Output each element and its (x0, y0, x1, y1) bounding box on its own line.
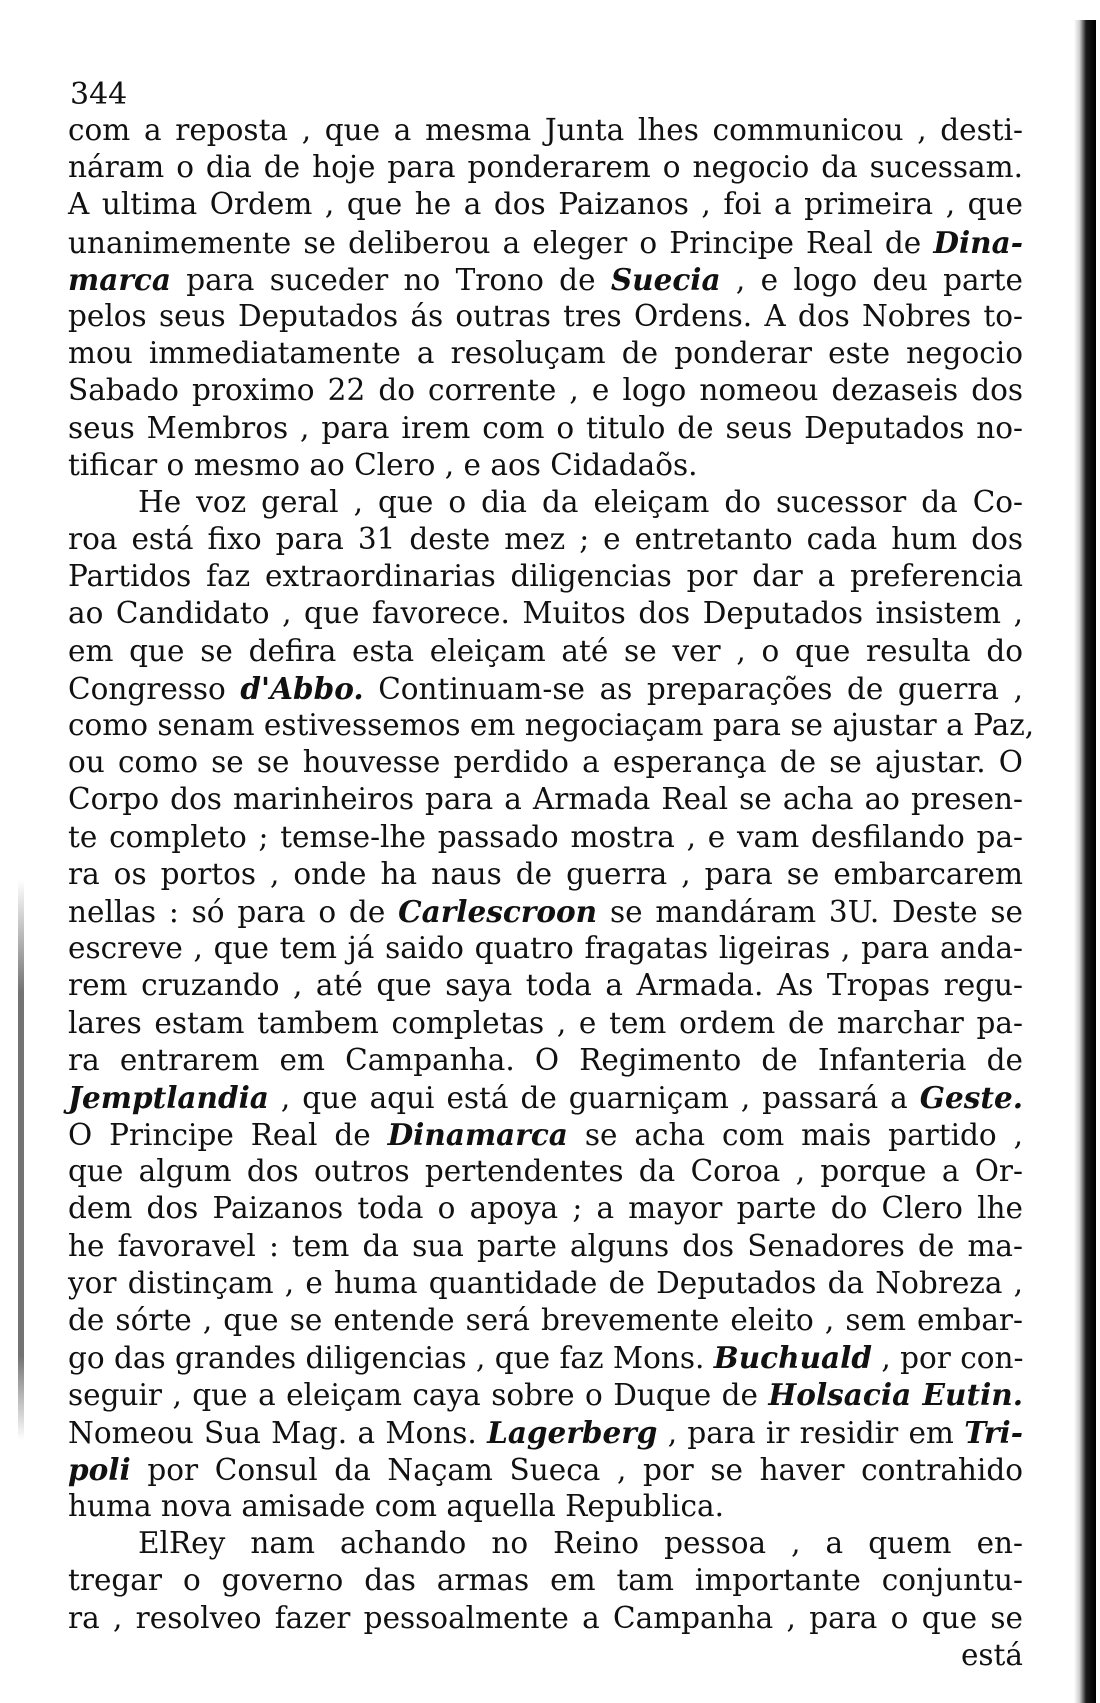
text-segment: go das grandes diligencias , que faz Mons. (68, 1341, 714, 1376)
text-segment: tificar o mesmo ao Clero , e aos Cidadaõs. (68, 447, 698, 482)
text-line (68, 1228, 1023, 1265)
text-segment: , por con- (872, 1341, 1024, 1376)
italic-name: Carlescroon (398, 893, 598, 929)
italic-name: poli (68, 1451, 131, 1487)
text-segment: , que aqui está de guarniçam , passará a (268, 1080, 920, 1115)
italic-name: Dinamarca (387, 1117, 568, 1153)
text-line (68, 930, 1023, 967)
text-line (68, 261, 1023, 298)
italic-name: Lagerberg (487, 1414, 658, 1450)
text-line (68, 1005, 1023, 1042)
text-segment: lares estam tambem completas , e tem ordem de marchar pa- (68, 1005, 1023, 1040)
text-segment: ElRey nam achando no Reino pessoa , a quem en- (138, 1526, 1023, 1561)
text-segment: , para ir residir em (657, 1415, 965, 1450)
text-segment: náram o dia de hoje para ponderarem o negocio da sucessam. (68, 150, 1023, 185)
italic-name: d'Abbo. (240, 670, 364, 706)
text-line (68, 819, 1023, 856)
text-segment: de sórte , que se entende será brevemente eleito , sem embar- (68, 1303, 1023, 1337)
text-segment: nellas : só para o de (68, 894, 399, 929)
text-segment: He voz geral , que o dia da eleiçam do sucessor da Co- (138, 484, 1023, 519)
text-segment: Continuam-se as preparações de guerra , (363, 671, 1023, 706)
text-line (68, 670, 1023, 707)
body-text (68, 112, 1035, 1674)
text-segment: seguir , que a eleiçam caya sobre o Duque de (68, 1378, 769, 1413)
italic-name: Dina- (933, 224, 1023, 260)
text-segment: O Principe Real de (68, 1118, 388, 1153)
italic-name: Buchuald (713, 1340, 872, 1376)
text-line (68, 1302, 1023, 1339)
text-line (68, 707, 1035, 744)
text-segment: está (960, 1637, 1023, 1672)
text-segment: yor distinçam , e huma quantidade de Deputados da Nobreza , (68, 1265, 1023, 1300)
text-segment: com a reposta , que a mesma Junta lhes communicou , desti- (68, 113, 1023, 147)
text-line (68, 1265, 1023, 1302)
text-segment: rem cruzando , até que saya toda a Armada. As Tropas regu- (68, 968, 1023, 1003)
text-segment: tregar o governo das armas em tam importante conjuntu- (68, 1563, 1023, 1598)
text-segment: por Consul da Naçam Sueca , por se haver contrahido (130, 1452, 1023, 1487)
text-line (68, 1116, 1023, 1153)
text-segment: te completo ; temse-lhe passado mostra , e vam desfilando pa- (68, 819, 1023, 854)
italic-name: Suecia (610, 261, 721, 297)
text-segment: Congresso (68, 671, 241, 706)
text-segment: huma nova amisade com aquella Republica. (68, 1488, 724, 1523)
text-line (68, 1600, 1023, 1637)
text-line (68, 1339, 1023, 1376)
page-number: 344 (70, 77, 128, 112)
text-line (68, 744, 1023, 781)
text-segment: para suceder no Trono de (170, 262, 611, 297)
text-line (68, 149, 1023, 186)
italic-name: Geste. (919, 1079, 1023, 1115)
text-line (68, 484, 1023, 521)
text-line (68, 1376, 1023, 1413)
text-line (68, 447, 1023, 484)
text-segment: roa está fixo para 31 deste mez ; e entretanto cada hum dos (68, 522, 1023, 557)
text-segment: seus Membros , para irem com o titulo de seus Deputados no- (68, 410, 1023, 445)
text-line (68, 335, 1023, 372)
scan-shadow-left (18, 880, 24, 1440)
text-segment: ou como se se houvesse perdido a esperança de se ajustar. O (68, 745, 1023, 780)
text-line (68, 893, 1023, 930)
text-line (68, 521, 1023, 558)
text-line (68, 595, 1023, 632)
italic-name: Holsacia Eutin. (768, 1377, 1024, 1413)
text-line (68, 1451, 1023, 1488)
text-line (68, 781, 1023, 818)
text-segment: A ultima Ordem , que he a dos Paizanos , foi a primeira , que (68, 187, 1023, 222)
text-line (68, 1562, 1023, 1599)
text-line (68, 967, 1023, 1004)
text-line (68, 1525, 1023, 1562)
text-segment: he favoravel : tem da sua parte alguns dos Senadores de ma- (68, 1228, 1023, 1263)
text-line (68, 1190, 1023, 1227)
text-segment: em que se defira esta eleiçam até se ver , o que resulta do (68, 633, 1023, 668)
text-segment: se mandáram 3U. Deste se (597, 894, 1024, 929)
text-segment: Corpo dos marinheiros para a Armada Real se acha ao presen- (68, 782, 1023, 817)
text-segment: Partidos faz extraordinarias diligencias por dar a preferencia (68, 559, 1023, 594)
text-segment: ra entrarem em Campanha. O Regimento de Infanteria de (68, 1042, 1023, 1077)
text-segment: ra , resolveo fazer pessoalmente a Campanha , para o que se (68, 1600, 1023, 1635)
text-line (68, 1042, 1023, 1079)
italic-name: marca (68, 261, 171, 297)
book-binding-edge (1074, 20, 1096, 1703)
text-line (68, 298, 1023, 335)
text-line (68, 186, 1023, 223)
italic-name: Jemptlandia (68, 1079, 269, 1115)
text-segment: ra os portos , onde ha naus de guerra , para se embarcarem (68, 856, 1023, 891)
text-segment: pelos seus Deputados ás outras tres Ordens. A dos Nobres to- (68, 298, 1023, 333)
text-line (68, 1637, 1023, 1674)
text-line (68, 224, 1023, 261)
text-segment: como senam estivessemos em negociaçam para se ajustar a Paz, (68, 708, 1035, 742)
text-segment: Nomeou Sua Mag. a Mons. (68, 1415, 488, 1450)
text-segment: mou immediatamente a resoluçam de ponderar este negocio (68, 336, 1023, 371)
text-line (68, 1488, 1023, 1525)
text-segment: , e logo deu parte (720, 262, 1023, 297)
text-line (68, 112, 1023, 149)
text-line (68, 856, 1023, 893)
text-line (68, 1079, 1023, 1116)
text-segment: ao Candidato , que favorece. Muitos dos Deputados insistem , (68, 596, 1023, 631)
text-line (68, 558, 1023, 595)
text-segment: que algum dos outros pertendentes da Coroa , porque a Or- (68, 1154, 1023, 1189)
text-line (68, 1153, 1023, 1190)
text-line (68, 410, 1023, 447)
text-segment: escreve , que tem já saido quatro fragatas ligeiras , para anda- (68, 931, 1023, 966)
text-line (68, 1414, 1023, 1451)
text-segment: unanimemente se deliberou a eleger o Principe Real de (68, 225, 934, 260)
text-segment: Sabado proximo 22 do corrente , e logo nomeou dezaseis dos (68, 373, 1023, 408)
text-line (68, 633, 1023, 670)
italic-name: Tri- (964, 1414, 1023, 1450)
text-segment: se acha com mais partido , (567, 1118, 1023, 1153)
text-segment: dem dos Paizanos toda o apoya ; a mayor parte do Clero lhe (68, 1191, 1023, 1226)
text-line (68, 372, 1023, 409)
